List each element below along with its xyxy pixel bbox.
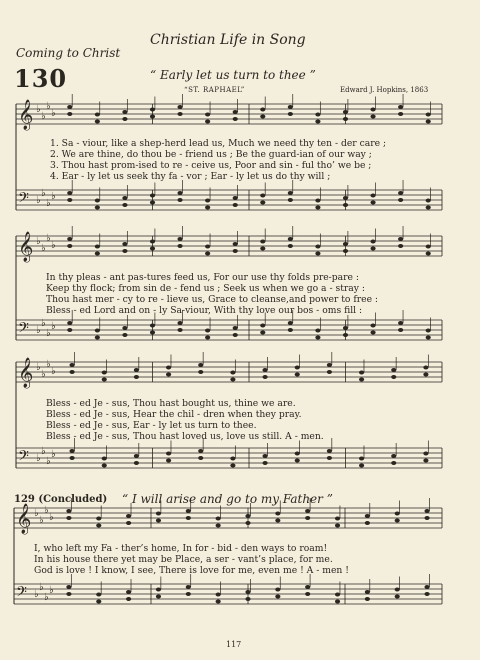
note-head — [262, 454, 267, 458]
note-head — [233, 196, 238, 200]
note-head — [95, 329, 100, 333]
note-head — [288, 237, 293, 241]
note-head — [122, 242, 127, 246]
note-head — [67, 321, 72, 325]
note-head — [335, 600, 340, 604]
flat-sign: ♭ — [46, 198, 51, 209]
flat-sign: ♭ — [46, 456, 51, 467]
treble-clef: 𝄞 — [18, 100, 34, 130]
flat-sign: ♭ — [34, 589, 39, 600]
note-head — [327, 370, 332, 374]
note-head — [205, 329, 210, 333]
note-head — [426, 336, 431, 340]
bass-clef: 𝄢 — [18, 320, 29, 340]
lyric-line: Thou hast mer - cy to re - lieve us, Grace to cleanse,and power to free : — [46, 294, 379, 305]
note-head — [198, 370, 203, 374]
note-head — [315, 120, 320, 124]
note-head — [102, 457, 107, 461]
flat-sign: ♭ — [51, 366, 56, 377]
lyric-line: 4. Ear - ly let us seek thy fa - vor ; Ear - ly let us do thy will ; — [50, 171, 331, 182]
note-head — [166, 366, 171, 370]
lyric-line: 2. We are thine, do thou be - friend us ; Be the guard-ian of our way ; — [50, 149, 372, 160]
page-header-title: Christian Life in Song — [150, 32, 306, 48]
tune-name: “ST. RAPHAEL” — [184, 86, 245, 94]
note-head — [186, 592, 191, 596]
note-head — [233, 249, 238, 253]
note-head — [122, 326, 127, 330]
note-head — [295, 366, 300, 370]
lyric-line: In thy pleas - ant pas-tures feed us, For our use thy folds pre-pare : — [46, 272, 359, 283]
note-head — [186, 516, 191, 520]
page-number: 117 — [226, 640, 242, 649]
note-head — [122, 196, 127, 200]
note-head — [230, 457, 235, 461]
note-head — [260, 331, 265, 335]
note-head — [95, 336, 100, 340]
note-head — [156, 512, 161, 516]
note-head — [260, 247, 265, 251]
note-head — [205, 245, 210, 249]
flat-sign: ♭ — [41, 188, 46, 199]
note-head — [424, 516, 429, 520]
note-head — [95, 206, 100, 210]
flat-sign: ♭ — [44, 592, 49, 603]
note-head — [177, 198, 182, 202]
note-head — [198, 363, 203, 367]
hymn-129-label: 129 (Concluded) — [14, 494, 108, 505]
note-head — [156, 588, 161, 592]
lyric-line: Bless - ed Je - sus, Thou hast loved us, love us still. A - men. — [46, 431, 324, 442]
note-head — [69, 370, 74, 374]
note-head — [126, 521, 131, 525]
flat-sign: ♭ — [41, 111, 46, 122]
note-head — [102, 371, 107, 375]
note-head — [327, 363, 332, 367]
note-head — [424, 509, 429, 513]
note-head — [69, 456, 74, 460]
note-head — [198, 456, 203, 460]
note-head — [426, 206, 431, 210]
note-head — [288, 112, 293, 116]
note-head — [177, 237, 182, 241]
note-head — [67, 244, 72, 248]
note-head — [122, 333, 127, 337]
flat-sign: ♭ — [51, 108, 56, 119]
note-head — [205, 120, 210, 124]
note-head — [335, 524, 340, 528]
note-head — [398, 321, 403, 325]
note-head — [423, 373, 428, 377]
note-head — [177, 244, 182, 248]
note-head — [126, 514, 131, 518]
flat-sign: ♭ — [41, 318, 46, 329]
note-head — [156, 519, 161, 523]
note-head — [370, 201, 375, 205]
treble-clef: 𝄞 — [16, 504, 32, 534]
lyric-line: Bless - ed Je - sus, Ear - ly let us turn to thee. — [46, 420, 257, 431]
note-head — [262, 368, 267, 372]
note-head — [230, 464, 235, 468]
note-head — [327, 449, 332, 453]
flat-sign: ♭ — [41, 243, 46, 254]
note-head — [424, 585, 429, 589]
note-head — [230, 378, 235, 382]
note-head — [275, 595, 280, 599]
flat-sign: ♭ — [36, 104, 41, 115]
flat-sign: ♭ — [41, 446, 46, 457]
note-head — [398, 244, 403, 248]
note-head — [69, 363, 74, 367]
note-head — [66, 509, 71, 513]
note-head — [426, 252, 431, 256]
note-head — [370, 324, 375, 328]
note-head — [262, 375, 267, 379]
flat-sign: ♭ — [49, 512, 54, 523]
flat-sign: ♭ — [46, 101, 51, 112]
flat-sign: ♭ — [46, 233, 51, 244]
lyric-line: Bless - ed Je - sus, Hear the chil - dren when they pray. — [46, 409, 302, 420]
note-head — [66, 592, 71, 596]
note-head — [102, 464, 107, 468]
note-head — [260, 194, 265, 198]
treble-clef: 𝄞 — [18, 358, 34, 388]
note-head — [233, 326, 238, 330]
note-head — [134, 461, 139, 465]
flat-sign: ♭ — [36, 236, 41, 247]
note-head — [186, 585, 191, 589]
flat-sign: ♭ — [46, 328, 51, 339]
note-head — [288, 244, 293, 248]
note-head — [426, 199, 431, 203]
note-head — [288, 328, 293, 332]
note-head — [327, 456, 332, 460]
note-head — [426, 245, 431, 249]
lyric-line: God is love ! I know, I see, There is love for me, even me ! A - men ! — [34, 565, 349, 576]
note-head — [391, 461, 396, 465]
note-head — [359, 457, 364, 461]
note-head — [370, 247, 375, 251]
flat-sign: ♭ — [34, 508, 39, 519]
note-head — [66, 585, 71, 589]
note-head — [134, 368, 139, 372]
bass-clef: 𝄢 — [18, 190, 29, 210]
hymn-129-title: “ I will arise and go to my Father ” — [122, 492, 333, 506]
note-head — [426, 113, 431, 117]
note-head — [295, 452, 300, 456]
flat-sign: ♭ — [36, 453, 41, 464]
note-head — [370, 240, 375, 244]
note-head — [260, 240, 265, 244]
note-head — [335, 593, 340, 597]
note-head — [398, 237, 403, 241]
treble-clef: 𝄞 — [18, 232, 34, 262]
note-head — [205, 336, 210, 340]
note-head — [230, 371, 235, 375]
note-head — [391, 454, 396, 458]
note-head — [166, 452, 171, 456]
note-head — [69, 449, 74, 453]
flat-sign: ♭ — [39, 515, 44, 526]
note-head — [365, 521, 370, 525]
note-head — [95, 113, 100, 117]
flat-sign: ♭ — [36, 362, 41, 373]
note-head — [260, 324, 265, 328]
note-head — [205, 113, 210, 117]
note-head — [315, 206, 320, 210]
note-head — [166, 459, 171, 463]
note-head — [102, 378, 107, 382]
note-head — [177, 191, 182, 195]
note-head — [262, 461, 267, 465]
note-head — [96, 593, 101, 597]
note-head — [305, 592, 310, 596]
bass-clef: 𝄢 — [16, 584, 27, 604]
note-head — [315, 329, 320, 333]
note-head — [67, 328, 72, 332]
note-head — [177, 105, 182, 109]
note-head — [315, 252, 320, 256]
note-head — [95, 252, 100, 256]
note-head — [134, 454, 139, 458]
note-head — [395, 588, 400, 592]
note-head — [395, 512, 400, 516]
flat-sign: ♭ — [51, 240, 56, 251]
flat-sign: ♭ — [44, 505, 49, 516]
note-head — [398, 112, 403, 116]
note-head — [315, 245, 320, 249]
note-head — [305, 585, 310, 589]
note-head — [370, 194, 375, 198]
note-head — [166, 373, 171, 377]
lyric-line: Keep thy flock; from sin de - fend us ; Seek us when we go a - stray : — [46, 283, 365, 294]
note-head — [424, 592, 429, 596]
lyric-line: 1. Sa - viour, like a shep-herd lead us, Much we need thy ten - der care ; — [50, 138, 387, 149]
note-head — [67, 112, 72, 116]
note-head — [295, 373, 300, 377]
note-head — [67, 198, 72, 202]
note-head — [66, 516, 71, 520]
note-head — [315, 336, 320, 340]
note-head — [423, 366, 428, 370]
lyric-line: 3. Thou hast prom-ised to re - ceive us, Poor and sin - ful tho’ we be ; — [50, 160, 372, 171]
note-head — [370, 331, 375, 335]
note-head — [126, 590, 131, 594]
note-head — [398, 198, 403, 202]
note-head — [156, 595, 161, 599]
note-head — [122, 117, 127, 121]
note-head — [305, 516, 310, 520]
composer-credit: Edward J. Hopkins, 1863 — [340, 86, 429, 94]
note-head — [216, 517, 221, 521]
note-head — [426, 329, 431, 333]
note-head — [205, 199, 210, 203]
note-head — [315, 199, 320, 203]
note-head — [216, 524, 221, 528]
bass-clef: 𝄢 — [18, 448, 29, 468]
flat-sign: ♭ — [39, 582, 44, 593]
note-head — [395, 595, 400, 599]
note-head — [288, 105, 293, 109]
note-head — [122, 249, 127, 253]
note-head — [365, 514, 370, 518]
note-head — [96, 524, 101, 528]
note-head — [95, 245, 100, 249]
note-head — [134, 375, 139, 379]
note-head — [395, 519, 400, 523]
note-head — [423, 459, 428, 463]
note-head — [365, 597, 370, 601]
note-head — [205, 252, 210, 256]
note-head — [233, 333, 238, 337]
note-head — [359, 371, 364, 375]
note-head — [67, 191, 72, 195]
note-head — [275, 519, 280, 523]
note-head — [391, 368, 396, 372]
note-head — [398, 105, 403, 109]
lyric-line: Bless - ed Lord and on - ly Sa-viour, With thy love our bos - oms fill : — [46, 305, 363, 316]
note-head — [370, 115, 375, 119]
note-head — [423, 452, 428, 456]
note-head — [96, 517, 101, 521]
lyric-line: In his house there yet may be Place, a ser - vant’s place, for me. — [34, 554, 333, 565]
flat-sign: ♭ — [46, 359, 51, 370]
note-head — [205, 206, 210, 210]
note-head — [315, 113, 320, 117]
note-head — [426, 120, 431, 124]
flat-sign: ♭ — [36, 325, 41, 336]
note-head — [359, 464, 364, 468]
note-head — [288, 191, 293, 195]
note-head — [359, 378, 364, 382]
note-head — [198, 449, 203, 453]
note-head — [305, 509, 310, 513]
note-head — [295, 459, 300, 463]
lyric-line: Bless - ed Je - sus, Thou hast bought us, thine we are. — [46, 398, 296, 409]
note-head — [260, 201, 265, 205]
note-head — [370, 108, 375, 112]
lyric-line: I, who left my Fa - ther’s home, In for - bid - den ways to roam! — [34, 543, 328, 554]
section-label: Coming to Christ — [16, 46, 121, 60]
note-head — [391, 375, 396, 379]
note-head — [122, 110, 127, 114]
note-head — [233, 242, 238, 246]
note-head — [126, 597, 131, 601]
flat-sign: ♭ — [41, 369, 46, 380]
note-head — [216, 600, 221, 604]
note-head — [95, 120, 100, 124]
note-head — [67, 237, 72, 241]
note-head — [216, 593, 221, 597]
note-head — [275, 512, 280, 516]
note-head — [95, 199, 100, 203]
note-head — [233, 203, 238, 207]
note-head — [186, 509, 191, 513]
hymn-title: “ Early let us turn to thee ” — [150, 68, 316, 82]
flat-sign: ♭ — [51, 321, 56, 332]
note-head — [177, 328, 182, 332]
note-head — [335, 517, 340, 521]
note-head — [260, 115, 265, 119]
note-head — [233, 117, 238, 121]
note-head — [288, 198, 293, 202]
hymn-number: 130 — [14, 64, 68, 93]
note-head — [260, 108, 265, 112]
note-head — [67, 105, 72, 109]
note-head — [398, 191, 403, 195]
flat-sign: ♭ — [51, 449, 56, 460]
note-head — [365, 590, 370, 594]
note-head — [275, 588, 280, 592]
note-head — [96, 600, 101, 604]
flat-sign: ♭ — [49, 585, 54, 596]
note-head — [398, 328, 403, 332]
flat-sign: ♭ — [51, 191, 56, 202]
note-head — [233, 110, 238, 114]
note-head — [177, 321, 182, 325]
note-head — [288, 321, 293, 325]
note-head — [177, 112, 182, 116]
flat-sign: ♭ — [36, 195, 41, 206]
note-head — [122, 203, 127, 207]
